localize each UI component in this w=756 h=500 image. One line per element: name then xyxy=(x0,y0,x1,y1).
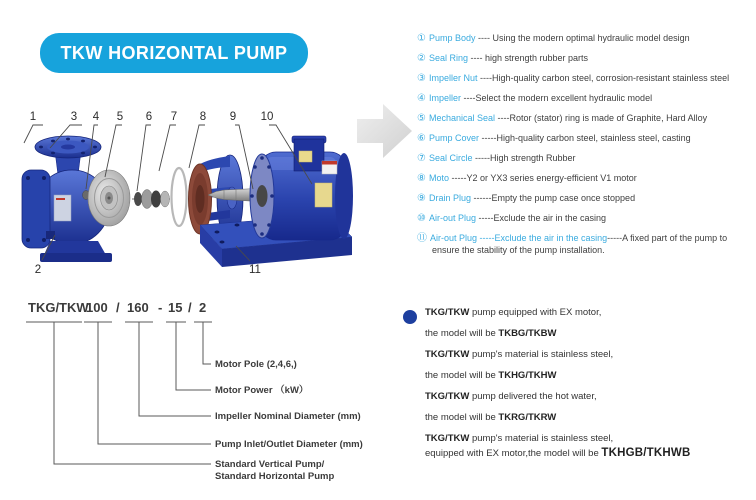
model-separator: / xyxy=(188,300,192,315)
note-model-code: TKHG/TKHW xyxy=(498,370,557,381)
page-title: TKW HORIZONTAL PUMP xyxy=(60,42,288,63)
note-text: pump delivered the hot water, xyxy=(469,391,597,402)
part-desc: ----High-quality carbon steel, corrosion-resistant stainless steel xyxy=(477,73,730,83)
note-text: pump's material is stainless steel, xyxy=(469,433,614,444)
part-desc: ----Select the modern excellent hydraulic model xyxy=(460,93,653,103)
part-desc: -----High strength Rubber xyxy=(472,153,576,163)
callout-7: 7 xyxy=(170,111,178,123)
circled-number: ① xyxy=(417,33,426,44)
terminal-box-label xyxy=(299,151,312,162)
note-line xyxy=(425,391,753,404)
note-line xyxy=(425,412,753,425)
model-segment-brand: TKG/TKW xyxy=(28,300,89,315)
circled-number: ⑩ xyxy=(417,213,426,224)
bullet-dot-icon xyxy=(403,310,417,324)
callout-1: 1 xyxy=(29,111,37,123)
circled-number: ③ xyxy=(417,73,426,84)
circled-number: ④ xyxy=(417,93,426,104)
part-name: Seal Ring xyxy=(428,53,468,63)
callout-4: 4 xyxy=(92,111,100,123)
note-line xyxy=(425,307,753,320)
motor-nameplate-stripe xyxy=(322,161,337,165)
model-connector-lines xyxy=(26,322,212,464)
pump-diagram xyxy=(10,95,422,290)
note-text: the model will be xyxy=(425,328,499,339)
circled-number: ⑪ xyxy=(417,233,427,244)
list-item-9 xyxy=(417,193,755,205)
model-label-standard-2: Standard Horizontal Pump xyxy=(215,471,335,482)
note-text: equipped with EX motor,the model will be xyxy=(425,447,602,459)
circled-number: ⑤ xyxy=(417,113,426,124)
note-text: the model will be xyxy=(425,370,499,381)
list-item-1 xyxy=(417,33,755,45)
part-name: Air-out Plug xyxy=(428,213,476,223)
part-desc: -----Y2 or YX3 series energy-efficient V1 motor xyxy=(448,173,637,183)
part-desc: -----A fixed part of the pump to ensure the stability of the pump installation. xyxy=(432,233,728,255)
note-line xyxy=(425,349,753,362)
arrow-right-icon xyxy=(357,104,412,158)
model-label-motor-pole: Motor Pole (2,4,6,) xyxy=(215,359,297,370)
model-segment-power: 15 xyxy=(168,300,183,315)
top-flange-bore xyxy=(61,145,75,150)
list-item-3 xyxy=(417,73,755,85)
part-name: Pump Cover xyxy=(428,133,479,143)
list-item-11 xyxy=(417,233,755,256)
note-text: the model will be xyxy=(425,412,499,423)
note-line xyxy=(425,433,753,446)
callout-9: 9 xyxy=(229,111,237,123)
list-item-6 xyxy=(417,133,755,145)
model-label-standard-1: Standard Vertical Pump/ xyxy=(215,459,325,470)
note-line xyxy=(425,370,753,383)
callout-5: 5 xyxy=(116,111,124,123)
model-segment-inlet: 100 xyxy=(86,300,108,315)
circled-number: ⑧ xyxy=(417,173,426,184)
suction-flange xyxy=(22,170,50,248)
callout-3: 3 xyxy=(70,111,78,123)
model-segment-diameter: 160 xyxy=(127,300,149,315)
circled-number: ⑦ xyxy=(417,153,426,164)
part-desc: -----High-quality carbon steel, stainless steel, casting xyxy=(479,133,691,143)
part-name: Pump Body xyxy=(428,33,476,43)
callout-6: 6 xyxy=(145,111,153,123)
list-item-4 xyxy=(417,93,755,105)
part-desc: ----Rotor (stator) ring is made of Graphite, Hard Alloy xyxy=(495,113,708,123)
model-separator: / xyxy=(116,300,120,315)
motor-hub xyxy=(257,185,268,207)
casing-foot xyxy=(44,241,106,255)
note-text: pump's material is stainless steel, xyxy=(469,349,614,360)
model-segment-pole: 2 xyxy=(199,300,207,315)
note-bold: TKG/TKW xyxy=(425,349,470,360)
nameplate-mark xyxy=(56,198,65,200)
note-bold: TKG/TKW xyxy=(425,307,470,318)
circled-number: ⑨ xyxy=(417,193,426,204)
model-label-inlet-diam: Pump Inlet/Outlet Diameter (mm) xyxy=(215,439,363,450)
part-desc: ---- high strength rubber parts xyxy=(468,53,589,63)
notes-section xyxy=(425,307,753,469)
callout-10: 10 xyxy=(260,111,274,123)
part-name: Moto xyxy=(428,173,449,183)
part-name: Impeller Nut xyxy=(428,73,478,83)
list-item-5 xyxy=(417,113,755,125)
impeller-part xyxy=(88,170,130,226)
note-model-code: TKHGB/TKHWB xyxy=(601,446,691,459)
note-model-code: TKRG/TKRW xyxy=(498,412,557,423)
title-banner xyxy=(40,33,308,73)
callout-11: 11 xyxy=(249,264,261,276)
mechanical-seal-stack xyxy=(132,190,170,209)
list-item-2 xyxy=(417,53,755,65)
parts-list xyxy=(417,33,755,265)
seal-circle-part xyxy=(172,168,187,226)
part-name: Drain Plug xyxy=(428,193,471,203)
note-bold: TKG/TKW xyxy=(425,391,470,402)
part-name: Seal Circle xyxy=(428,153,473,163)
note-bold: TKG/TKW xyxy=(425,433,470,444)
note-line xyxy=(425,328,753,341)
list-item-8 xyxy=(417,173,755,185)
casing-foot-base xyxy=(40,253,112,262)
part-name: Air-out Plug -----Exclude the air in the casing xyxy=(430,233,608,243)
part-desc: -----Exclude the air in the casing xyxy=(476,213,607,223)
part-desc: ------Empty the pump case once stopped xyxy=(471,193,636,203)
note-text: pump equipped with EX motor, xyxy=(469,307,602,318)
model-label-motor-power: Motor Power （kW） xyxy=(215,385,309,396)
part-name: Impeller xyxy=(428,93,461,103)
motor-label-yellow xyxy=(315,183,332,207)
note-model-code: TKBG/TKBW xyxy=(498,328,557,339)
callout-8: 8 xyxy=(199,111,207,123)
model-code-diagram xyxy=(18,296,388,496)
list-item-7 xyxy=(417,153,755,165)
part-name: Mechanical Seal xyxy=(428,113,496,123)
note-line xyxy=(425,447,753,461)
circled-number: ⑥ xyxy=(417,133,426,144)
model-separator: - xyxy=(158,300,163,315)
motor-part xyxy=(250,136,353,240)
circled-number: ② xyxy=(417,53,426,64)
list-item-10 xyxy=(417,213,755,225)
model-label-impeller-diam: Impeller Nominal Diameter (mm) xyxy=(215,411,361,422)
callout-2: 2 xyxy=(34,264,42,276)
part-desc: ---- Using the modern optimal hydraulic model design xyxy=(475,33,690,43)
